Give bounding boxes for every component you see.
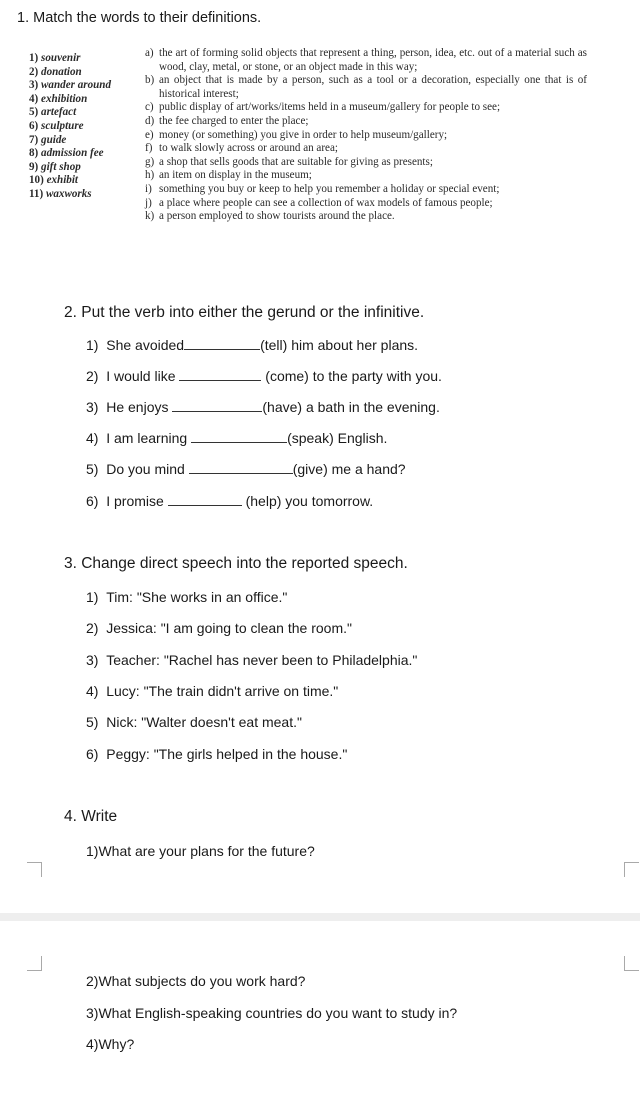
- definition-item: k) a person employed to show tourists around the place.: [145, 210, 395, 223]
- gerund-item: 5) Do you mind (give) me a hand?: [86, 461, 406, 477]
- word-item: 8) admission fee: [29, 147, 104, 160]
- word-item: 5) artefact: [29, 106, 77, 119]
- word-item: 9) gift shop: [29, 160, 81, 173]
- reported-speech-item: 6) Peggy: "The girls helped in the house.": [86, 746, 348, 762]
- question-item: 2)What subjects do you work hard?: [86, 973, 306, 989]
- word-item: 3) wander around: [29, 79, 112, 92]
- definition-item: f) to walk slowly across or around an area;: [145, 142, 338, 155]
- reported-speech-item: 5) Nick: "Walter doesn't eat meat.": [86, 714, 302, 730]
- definition-list: [145, 47, 587, 224]
- margin-corner-mark: [27, 862, 42, 877]
- definition-item: i) something you buy or keep to help you remember a holiday or special event;: [145, 182, 500, 195]
- reported-speech-item: 3) Teacher: "Rachel has never been to Philadelphia.": [86, 652, 418, 668]
- exercise-3-title: 3. Change direct speech into the reported speech.: [64, 555, 408, 572]
- definition-item: a) the art of forming solid objects that represent a thing, person, idea, etc. out of a material such as wood, clay, metal, or stone, or an object made in this way;: [145, 47, 587, 73]
- margin-corner-mark: [624, 956, 639, 971]
- answer-blank[interactable]: [168, 492, 242, 506]
- definition-item: j) a place where people can see a collection of wax models of famous people;: [145, 196, 493, 209]
- question-item: 4)Why?: [86, 1036, 135, 1052]
- gerund-item: 1) She avoided (tell) him about her plans.: [86, 337, 419, 353]
- definition-item: h) an item on display in the museum;: [145, 169, 312, 182]
- question-item: 1)What are your plans for the future?: [86, 843, 315, 859]
- word-item: 6) sculpture: [29, 119, 84, 132]
- word-item: 2) donation: [29, 65, 82, 78]
- gerund-item: 2) I would like (come) to the party with you.: [86, 368, 442, 384]
- word-item: 4) exhibition: [29, 92, 88, 105]
- definition-item: g) a shop that sells goods that are suitable for giving as presents;: [145, 155, 433, 168]
- exercise-1-title: 1. Match the words to their definitions.: [17, 10, 262, 26]
- word-item: 1) souvenir: [29, 52, 81, 64]
- exercise-4-title: 4. Write: [64, 808, 118, 825]
- definition-item: d) the fee charged to enter the place;: [145, 114, 309, 127]
- answer-blank[interactable]: [172, 398, 262, 412]
- reported-speech-item: 1) Tim: "She works in an office.": [86, 589, 288, 605]
- exercise-2-title: 2. Put the verb into either the gerund or the infinitive.: [64, 304, 425, 321]
- definition-item: c) public display of art/works/items held in a museum/gallery for people to see;: [145, 101, 501, 114]
- reported-speech-item: 2) Jessica: "I am going to clean the room.": [86, 620, 352, 636]
- page-break-divider: [0, 913, 640, 921]
- definition-item: b) an object that is made by a person, such as a tool or a decoration, especially one that is of historical interest;: [145, 74, 587, 100]
- answer-blank[interactable]: [184, 336, 260, 350]
- answer-blank[interactable]: [179, 367, 261, 381]
- margin-corner-mark: [27, 956, 42, 971]
- word-item: 7) guide: [29, 133, 67, 146]
- margin-corner-mark: [624, 862, 639, 877]
- word-item: 11) waxworks: [29, 187, 92, 200]
- question-item: 3)What English-speaking countries do you want to study in?: [86, 1005, 458, 1021]
- word-list: [29, 52, 111, 202]
- gerund-item: 3) He enjoys (have) a bath in the evening.: [86, 399, 440, 415]
- reported-speech-item: 4) Lucy: "The train didn't arrive on time.": [86, 683, 339, 699]
- definition-item: e) money (or something) you give in order to help museum/gallery;: [145, 128, 448, 141]
- gerund-item: 4) I am learning (speak) English.: [86, 430, 388, 446]
- answer-blank[interactable]: [189, 460, 293, 474]
- answer-blank[interactable]: [191, 429, 287, 443]
- gerund-item: 6) I promise (help) you tomorrow.: [86, 493, 374, 509]
- word-item: 10) exhibit: [29, 174, 79, 187]
